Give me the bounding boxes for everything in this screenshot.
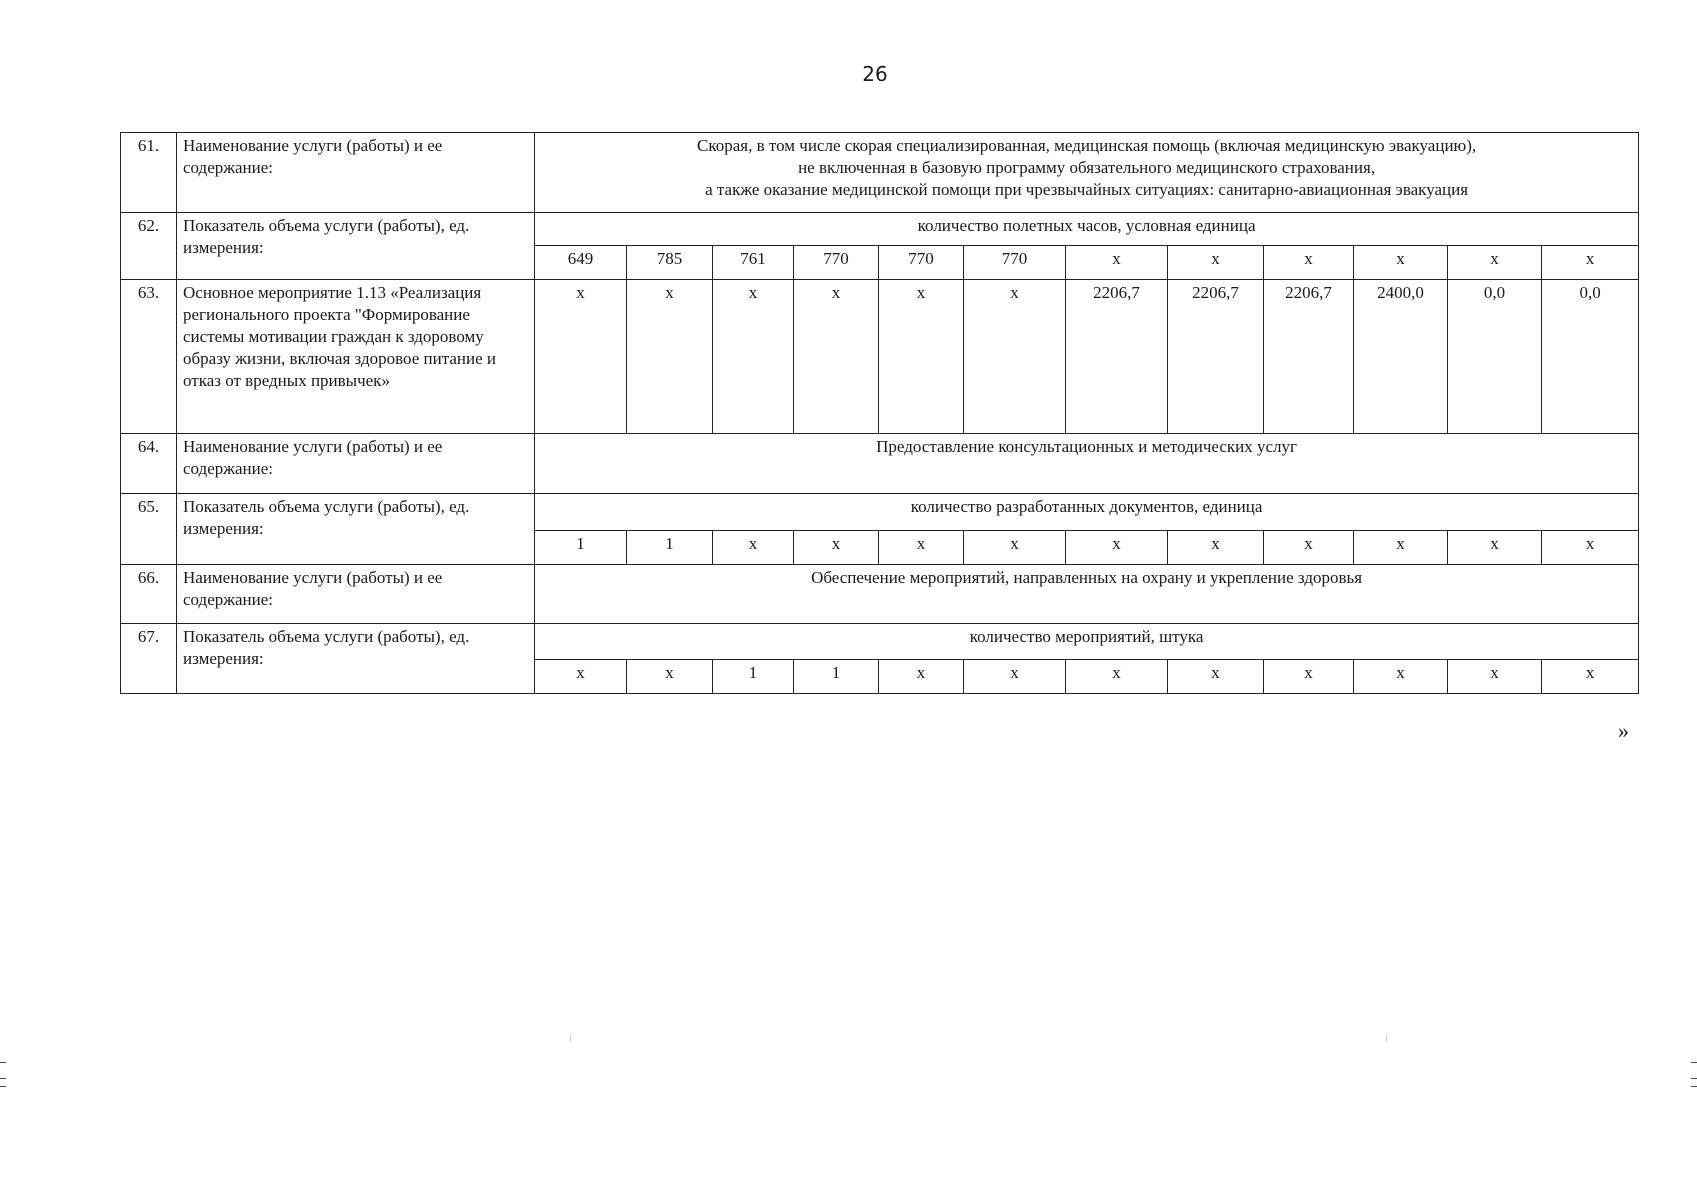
value-cell: х [1354, 531, 1448, 565]
unit-cell: количество мероприятий, штука [535, 624, 1639, 660]
value-cell: х [1448, 660, 1542, 694]
value-cell: х [1354, 660, 1448, 694]
value-cell: х [1448, 531, 1542, 565]
value-cell: х [713, 280, 794, 434]
value-cell: х [1168, 531, 1264, 565]
value-cell: х [794, 531, 879, 565]
value-cell: х [1264, 660, 1354, 694]
value-cell: х [964, 531, 1066, 565]
service-name-line: а также оказание медицинской помощи при чрезвычайных ситуациях: санитарно-авиационная эвакуация [705, 180, 1469, 199]
value-cell: х [879, 531, 964, 565]
row-number: 67. [121, 624, 177, 694]
row-number: 61. [121, 133, 177, 213]
row-number: 63. [121, 280, 177, 434]
service-name-line: не включенная в базовую программу обязательного медицинского страхования, [798, 158, 1376, 177]
value-cell: х [1542, 660, 1639, 694]
row-label: Наименование услуги (работы) и ее содержание: [177, 565, 535, 624]
value-cell: х [1448, 246, 1542, 280]
value-cell: 0,0 [1448, 280, 1542, 434]
value-cell: 2206,7 [1264, 280, 1354, 434]
value-cell: х [879, 660, 964, 694]
value-cell: 1 [713, 660, 794, 694]
value-cell: 770 [964, 246, 1066, 280]
unit-cell: количество полетных часов, условная единица [535, 213, 1639, 246]
closing-quote: » [1618, 718, 1629, 743]
value-cell: 649 [535, 246, 627, 280]
row-number: 65. [121, 494, 177, 565]
value-cell: 761 [713, 246, 794, 280]
value-cell: х [1542, 531, 1639, 565]
table-row-62 [121, 213, 1639, 246]
table-row-65 [121, 494, 1639, 531]
row-label: Показатель объема услуги (работы), ед. измерения: [177, 213, 535, 280]
value-cell: 1 [794, 660, 879, 694]
value-cell: 770 [879, 246, 964, 280]
scan-mark [0, 1086, 6, 1087]
scan-mark [0, 1078, 6, 1079]
value-cell: 1 [535, 531, 627, 565]
table-row-67 [121, 624, 1639, 660]
value-cell: 785 [627, 246, 713, 280]
value-cell: 770 [794, 246, 879, 280]
value-cell: х [1066, 660, 1168, 694]
value-cell: х [1066, 531, 1168, 565]
value-cell: х [627, 660, 713, 694]
page-number: 26 [862, 62, 888, 86]
value-cell: 2400,0 [1354, 280, 1448, 434]
value-cell: х [1264, 246, 1354, 280]
row-number: 64. [121, 434, 177, 494]
row-label: Основное мероприятие 1.13 «Реализация регионального проекта "Формирование системы мотивации граждан к здоровому образу жизни, включая здоровое питание и отказ от вредных привычек» [177, 280, 535, 434]
scan-mark [1691, 1062, 1697, 1063]
value-cell: х [1066, 246, 1168, 280]
value-cell: х [1264, 531, 1354, 565]
row-number: 62. [121, 213, 177, 280]
row-label: Наименование услуги (работы) и ее содержание: [177, 133, 535, 213]
value-cell: 2206,7 [1066, 280, 1168, 434]
service-name-cell [535, 133, 1639, 213]
value-cell: х [535, 280, 627, 434]
value-cell: х [1168, 660, 1264, 694]
value-cell: х [1168, 246, 1264, 280]
value-cell: 0,0 [1542, 280, 1639, 434]
value-cell: х [964, 280, 1066, 434]
table-row-63 [121, 280, 1639, 434]
row-label: Наименование услуги (работы) и ее содержание: [177, 434, 535, 494]
value-cell: х [1354, 246, 1448, 280]
table-row-64 [121, 434, 1639, 494]
service-name-line: Скорая, в том числе скорая специализированная, медицинская помощь (включая медицинскую эвакуацию), [697, 136, 1477, 155]
value-cell: х [794, 280, 879, 434]
table-row-61 [121, 133, 1639, 213]
value-cell: х [879, 280, 964, 434]
value-cell: х [535, 660, 627, 694]
scan-mark [1691, 1086, 1697, 1087]
scan-mark [570, 1034, 571, 1042]
value-cell: 2206,7 [1168, 280, 1264, 434]
table-row-66 [121, 565, 1639, 624]
row-number: 66. [121, 565, 177, 624]
value-cell: х [713, 531, 794, 565]
row-label: Показатель объема услуги (работы), ед. измерения: [177, 494, 535, 565]
unit-cell: количество разработанных документов, единица [535, 494, 1639, 531]
service-name-cell: Обеспечение мероприятий, направленных на охрану и укрепление здоровья [535, 565, 1639, 624]
value-cell: х [964, 660, 1066, 694]
scan-mark [1691, 1078, 1697, 1079]
value-cell: х [627, 280, 713, 434]
services-table [120, 132, 1639, 694]
scan-mark [1386, 1034, 1387, 1042]
row-label: Показатель объема услуги (работы), ед. измерения: [177, 624, 535, 694]
service-name-cell: Предоставление консультационных и методических услуг [535, 434, 1639, 494]
value-cell: 1 [627, 531, 713, 565]
scan-mark [0, 1062, 6, 1063]
value-cell: х [1542, 246, 1639, 280]
